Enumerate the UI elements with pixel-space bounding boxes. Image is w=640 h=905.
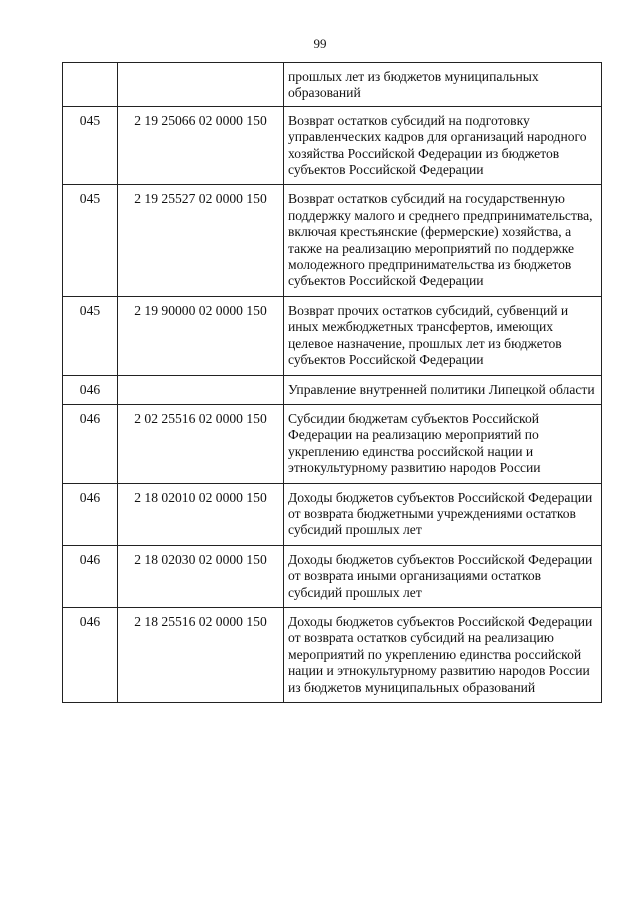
table-row xyxy=(63,375,602,404)
table-row xyxy=(63,106,602,185)
budget-code-cell xyxy=(118,375,284,404)
table-row xyxy=(63,545,602,607)
table-row xyxy=(63,296,602,375)
revenue-name-cell: Доходы бюджетов субъектов Российской Федерации от возврата иными организациями остатков субсидий прошлых лет xyxy=(284,545,602,607)
table-row xyxy=(63,607,602,702)
revenue-name-cell: Доходы бюджетов субъектов Российской Федерации от возврата остатков субсидий на реализацию мероприятий по укреплению единства российской нации и этнокультурному развитию народов России из бюджетов муниципальных образований xyxy=(284,607,602,702)
admin-code-cell: 046 xyxy=(63,404,118,483)
budget-code-cell: 2 02 25516 02 0000 150 xyxy=(118,404,284,483)
admin-code-cell: 045 xyxy=(63,106,118,185)
admin-code-cell: 046 xyxy=(63,483,118,545)
budget-code-cell: 2 18 02010 02 0000 150 xyxy=(118,483,284,545)
budget-code-cell: 2 18 25516 02 0000 150 xyxy=(118,607,284,702)
revenue-name-cell: Субсидии бюджетам субъектов Российской Федерации на реализацию мероприятий по укреплению единства российской нации и этнокультурному развитию народов России xyxy=(284,404,602,483)
admin-code-cell xyxy=(63,63,118,107)
revenue-codes-table xyxy=(62,62,602,703)
table-row xyxy=(63,185,602,296)
budget-code-cell: 2 19 25527 02 0000 150 xyxy=(118,185,284,296)
table-row xyxy=(63,63,602,107)
revenue-name-cell: Доходы бюджетов субъектов Российской Федерации от возврата бюджетными учреждениями остатков субсидий прошлых лет xyxy=(284,483,602,545)
admin-code-cell: 045 xyxy=(63,296,118,375)
admin-code-cell: 045 xyxy=(63,185,118,296)
budget-code-cell: 2 19 25066 02 0000 150 xyxy=(118,106,284,185)
budget-code-cell xyxy=(118,63,284,107)
page-number: 99 xyxy=(313,36,327,51)
table-row xyxy=(63,404,602,483)
budget-code-cell: 2 18 02030 02 0000 150 xyxy=(118,545,284,607)
budget-code-cell: 2 19 90000 02 0000 150 xyxy=(118,296,284,375)
admin-code-cell: 046 xyxy=(63,375,118,404)
table-row xyxy=(63,483,602,545)
revenue-name-cell: Управление внутренней политики Липецкой области xyxy=(284,375,602,404)
revenue-name-cell: прошлых лет из бюджетов муниципальных образований xyxy=(284,63,602,107)
revenue-name-cell: Возврат остатков субсидий на государственную поддержку малого и среднего предпринимательства, включая крестьянские (фермерские) хозяйства, а также на реализацию мероприятий по поддержке молодежного предпринимательства из бюджетов субъектов Российской Федерации xyxy=(284,185,602,296)
admin-code-cell: 046 xyxy=(63,607,118,702)
admin-code-cell: 046 xyxy=(63,545,118,607)
revenue-name-cell: Возврат прочих остатков субсидий, субвенций и иных межбюджетных трансфертов, имеющих целевое назначение, прошлых лет из бюджетов субъектов Российской Федерации xyxy=(284,296,602,375)
revenue-name-cell: Возврат остатков субсидий на подготовку управленческих кадров для организаций народного хозяйства Российской Федерации из бюджетов субъектов Российской Федерации xyxy=(284,106,602,185)
